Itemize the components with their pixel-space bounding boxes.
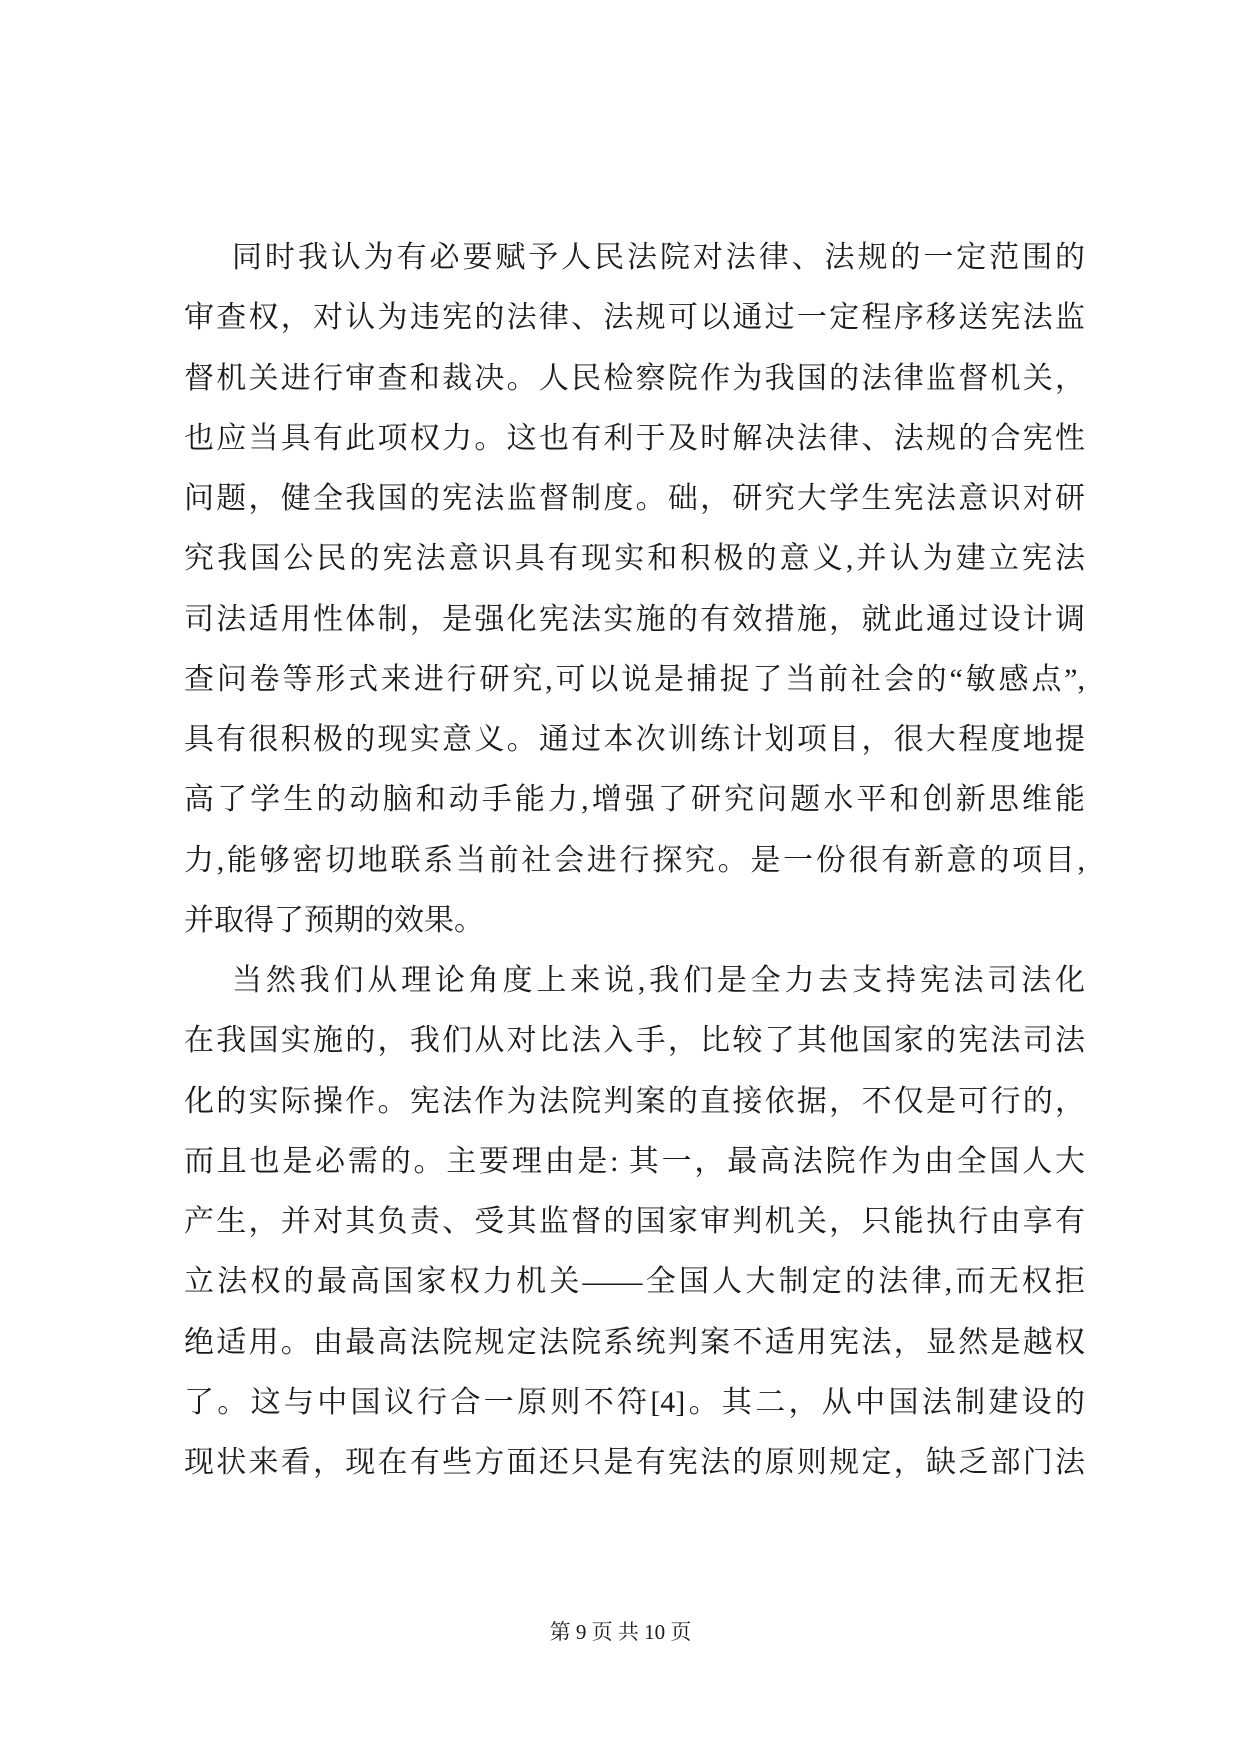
text-line: 绝适用。由最高法院规定法院系统判案不适用宪法，显然是越权 bbox=[184, 1325, 1085, 1359]
document-body bbox=[184, 228, 1085, 1493]
text-line: 现状来看，现在有些方面还只是有宪法的原则规定，缺乏部门法 bbox=[184, 1446, 1085, 1479]
text-line: 并取得了预期的效果。 bbox=[184, 903, 484, 937]
text-line: 督机关进行审查和裁决。人民检察院作为我国的法律监督机关， bbox=[184, 361, 1085, 395]
text-line: 了。这与中国议行合一原则不符[4]。其二，从中国法制建设的 bbox=[184, 1385, 1085, 1419]
text-line: 审查权，对认为违宪的法律、法规可以通过一定程序移送宪法监 bbox=[184, 301, 1085, 335]
text-line: 司法适用性体制，是强化宪法实施的有效措施，就此通过设计调 bbox=[184, 602, 1085, 636]
text-line: 立法权的最高国家权力机关——全国人大制定的法律,而无权拒 bbox=[184, 1265, 1085, 1299]
text-line: 而且也是必需的。主要理由是: 其一，最高法院作为由全国人大 bbox=[184, 1144, 1085, 1178]
text-line: 也应当具有此项权力。这也有利于及时解决法律、法规的合宪性 bbox=[184, 421, 1085, 455]
text-line: 同时我认为有必要赋予人民法院对法律、法规的一定范围的 bbox=[232, 241, 1085, 274]
text-line: 化的实际操作。宪法作为法院判案的直接依据，不仅是可行的， bbox=[184, 1084, 1085, 1118]
paragraph-2 bbox=[184, 951, 1085, 1493]
text-line: 高了学生的动脑和动手能力,增强了研究问题水平和创新思维能 bbox=[184, 783, 1085, 817]
text-line: 产生，并对其负责、受其监督的国家审判机关，只能执行由享有 bbox=[184, 1205, 1085, 1238]
text-line: 问题，健全我国的宪法监督制度。础，研究大学生宪法意识对研 bbox=[184, 482, 1085, 515]
paragraph-1 bbox=[184, 228, 1085, 951]
text-line: 当然我们从理论角度上来说,我们是全力去支持宪法司法化 bbox=[232, 964, 1085, 997]
text-line: 查问卷等形式来进行研究,可以说是捕捉了当前社会的“敏感点”, bbox=[184, 662, 1085, 696]
text-line: 究我国公民的宪法意识具有现实和积极的意义,并认为建立宪法 bbox=[184, 542, 1085, 576]
text-line: 具有很积极的现实意义。通过本次训练计划项目，很大程度地提 bbox=[184, 723, 1085, 756]
text-line: 力,能够密切地联系当前社会进行探究。是一份很有新意的项目, bbox=[184, 843, 1085, 877]
text-line: 在我国实施的，我们从对比法入手，比较了其他国家的宪法司法 bbox=[184, 1024, 1085, 1058]
page-number: 第 9 页 共 10 页 bbox=[549, 1620, 692, 1644]
